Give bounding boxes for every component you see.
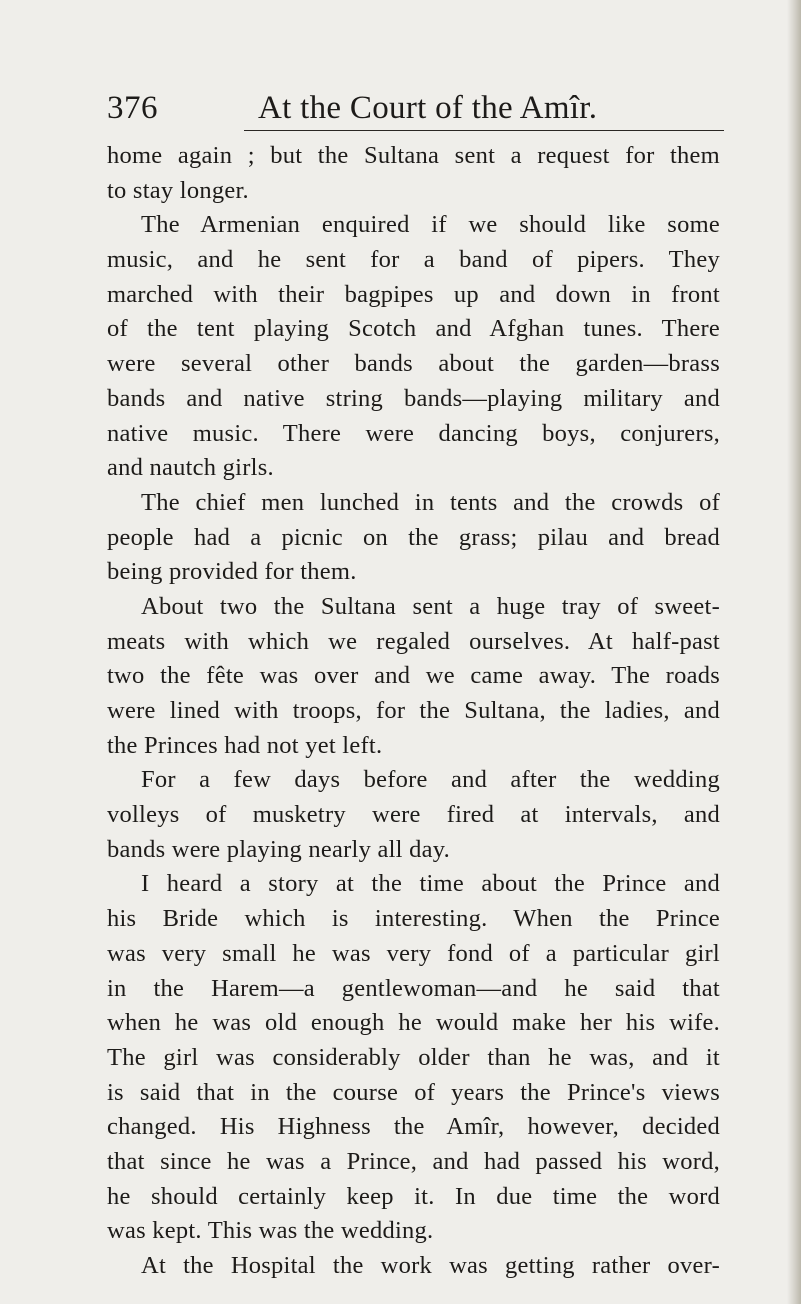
text-line: was kept. This was the wedding. bbox=[107, 1217, 434, 1245]
text-line: when he was old enough he would make her his wife. bbox=[107, 1009, 720, 1037]
running-head bbox=[0, 88, 801, 132]
header-rule bbox=[244, 130, 724, 131]
text-line: bands and native string bands—playing military and bbox=[107, 384, 720, 412]
text-line: home again ; but the Sultana sent a request for them bbox=[107, 142, 720, 169]
text-line: was very small he was very fond of a particular girl bbox=[107, 939, 720, 967]
text-line: were several other bands about the garden—brass bbox=[107, 350, 720, 378]
text-line: meats with which we regaled ourselves. At half-past bbox=[107, 627, 720, 655]
text-line: For a few days before and after the wedding bbox=[141, 766, 720, 794]
text-line: in the Harem—a gentlewoman—and he said that bbox=[107, 974, 720, 1002]
text-line: At the Hospital the work was getting rather over- bbox=[141, 1252, 720, 1279]
text-line: to stay longer. bbox=[107, 176, 249, 204]
text-line: changed. His Highness the Amîr, however, decided bbox=[107, 1113, 720, 1141]
text-line: and nautch girls. bbox=[107, 454, 274, 482]
text-line: I heard a story at the time about the Prince and bbox=[141, 870, 720, 898]
text-line: The chief men lunched in tents and the crowds of bbox=[141, 488, 720, 516]
text-line: native music. There were dancing boys, conjurers, bbox=[107, 419, 720, 447]
text-line: volleys of musketry were fired at intervals, and bbox=[107, 801, 720, 829]
page-edge-shadow bbox=[787, 0, 801, 1304]
text-line: music, and he sent for a band of pipers. They bbox=[107, 246, 720, 274]
text-line: The Armenian enquired if we should like some bbox=[141, 211, 720, 239]
text-line: people had a picnic on the grass; pilau and bread bbox=[107, 523, 720, 551]
text-line: two the fête was over and we came away. The roads bbox=[107, 662, 720, 690]
text-line: the Princes had not yet left. bbox=[107, 731, 383, 759]
text-line: About two the Sultana sent a huge tray of sweet- bbox=[141, 592, 720, 620]
text-line: is said that in the course of years the Prince's views bbox=[107, 1078, 720, 1106]
text-line: being provided for them. bbox=[107, 558, 357, 586]
text-line: The girl was considerably older than he was, and it bbox=[107, 1043, 720, 1071]
page-number: 376 bbox=[107, 90, 158, 126]
text-line: marched with their bagpipes up and down in front bbox=[107, 280, 720, 308]
text-line: bands were playing nearly all day. bbox=[107, 835, 450, 863]
text-line: were lined with troops, for the Sultana, the ladies, and bbox=[107, 697, 720, 724]
text-line: that since he was a Prince, and had passed his word, bbox=[107, 1147, 720, 1175]
body-text bbox=[107, 139, 720, 1284]
running-title: At the Court of the Amîr. bbox=[258, 90, 598, 126]
text-line: he should certainly keep it. In due time the word bbox=[107, 1182, 720, 1210]
text-line: of the tent playing Scotch and Afghan tunes. There bbox=[107, 315, 720, 343]
text-line: his Bride which is interesting. When the Prince bbox=[107, 905, 720, 933]
